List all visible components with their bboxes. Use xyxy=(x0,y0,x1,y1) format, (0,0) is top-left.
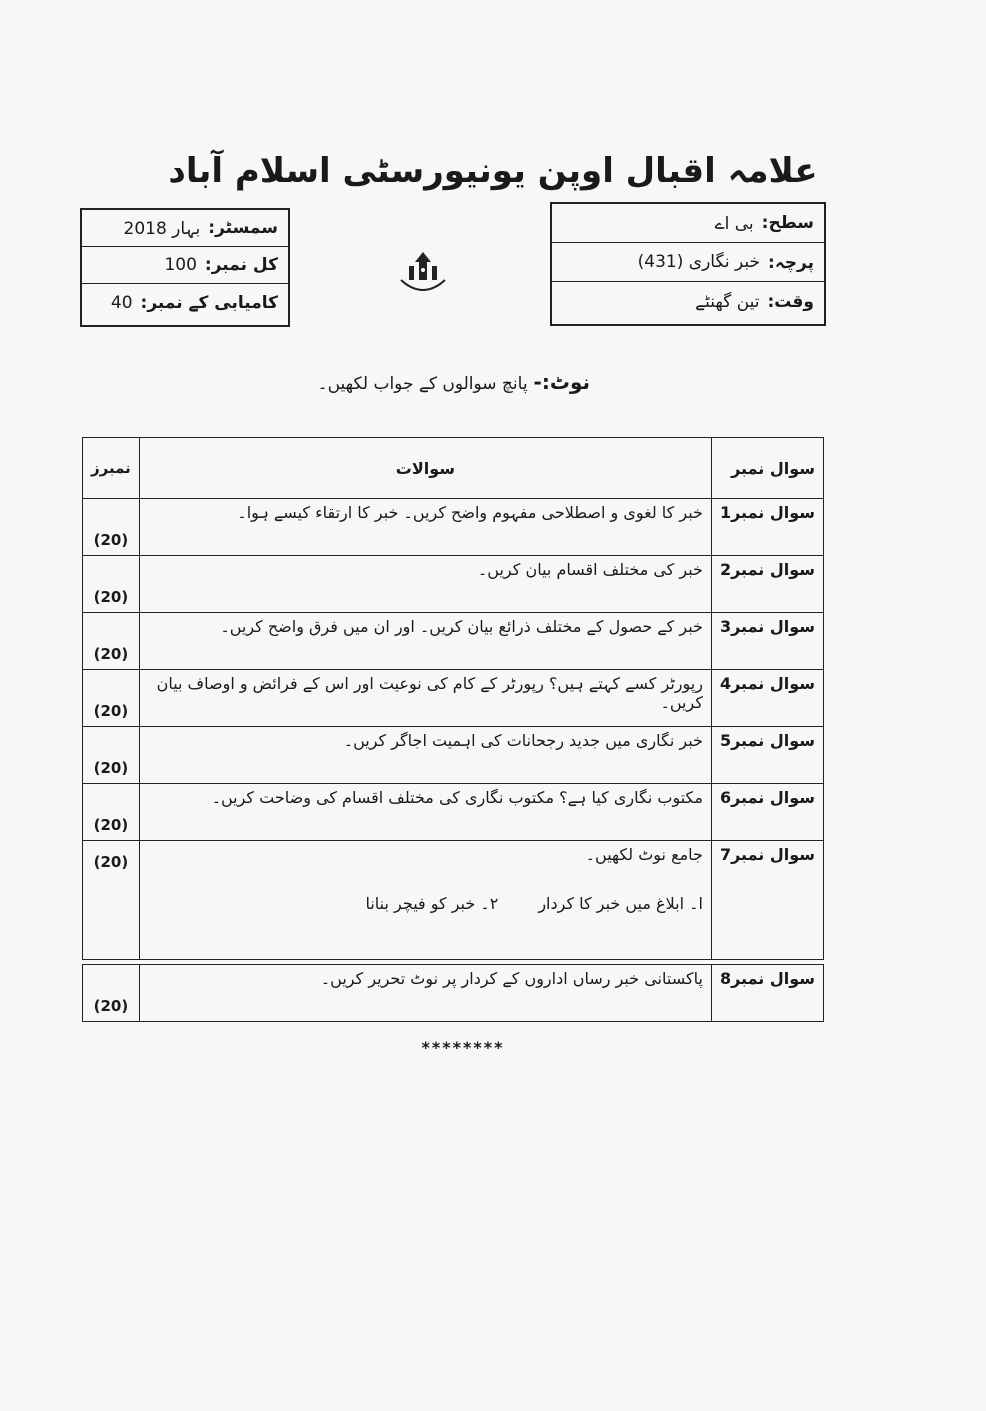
question-number: سوال نمبر4 xyxy=(711,670,823,727)
subitem: ا۔ ابلاغ میں خبر کا کردار xyxy=(538,894,703,913)
subitems xyxy=(148,894,703,913)
level-label: سطح: xyxy=(761,213,814,233)
question-number: سوال نمبر2 xyxy=(711,556,823,613)
semester-label: سمسٹر: xyxy=(208,218,278,238)
question-number: سوال نمبر7 xyxy=(711,841,823,960)
paper-row xyxy=(552,243,824,282)
header-question-number: سوال نمبر xyxy=(711,438,823,499)
note-label: نوٹ:- xyxy=(533,370,590,394)
table-row xyxy=(83,499,824,556)
question-text: مکتوب نگاری کیا ہے؟ مکتوب نگاری کی مختلف اقسام کی وضاحت کریں۔ xyxy=(139,784,711,841)
question-number: سوال نمبر5 xyxy=(711,727,823,784)
paper-label: پرچہ: xyxy=(768,252,814,273)
question-number: سوال نمبر3 xyxy=(711,613,823,670)
table-row xyxy=(83,613,824,670)
end-marker: ******** xyxy=(421,1038,505,1057)
level-row xyxy=(552,204,824,243)
table-row xyxy=(83,784,824,841)
question-text: خبر کی مختلف اقسام بیان کریں۔ xyxy=(139,556,711,613)
time-label: وقت: xyxy=(767,291,814,312)
total-marks-value: 100 xyxy=(164,255,197,275)
university-crest-icon xyxy=(397,250,449,298)
pass-marks-value: 40 xyxy=(110,292,133,313)
questions-table xyxy=(82,437,824,1022)
question-marks: (20) xyxy=(83,499,140,556)
question-text: رپورٹر کسے کہتے ہیں؟ رپورٹر کے کام کی نوعیت اور اس کے فرائض و اوصاف بیان کریں۔ xyxy=(139,670,711,727)
table-header-row xyxy=(83,438,824,499)
total-marks-row xyxy=(82,247,288,284)
semester-row xyxy=(82,210,288,247)
table-row xyxy=(83,965,824,1022)
question-number: سوال نمبر1 xyxy=(711,499,823,556)
pass-marks-row xyxy=(82,284,288,321)
total-marks-label: کل نمبر: xyxy=(204,255,278,275)
question-text: پاکستانی خبر رساں اداروں کے کردار پر نوٹ تحریر کریں۔ xyxy=(139,965,711,1022)
question-marks: (20) xyxy=(83,556,140,613)
question-text: جامع نوٹ لکھیں۔ xyxy=(585,845,703,864)
semester-info-box xyxy=(80,208,290,327)
table-row xyxy=(83,727,824,784)
paper-value: خبر نگاری (431) xyxy=(637,252,761,272)
university-title: علامہ اقبال اوپن یونیورسٹی اسلام آباد xyxy=(168,151,818,191)
time-row xyxy=(552,282,824,321)
question-number: سوال نمبر8 xyxy=(711,965,823,1022)
note-text: پانچ سوالوں کے جواب لکھیں۔ xyxy=(317,374,528,394)
table-row xyxy=(83,670,824,727)
subitem: ۲۔ خبر کو فیچر بنانا xyxy=(365,894,499,913)
question-text: خبر کا لغوی و اصطلاحی مفہوم واضح کریں۔ خبر کا ارتقاء کیسے ہوا۔ xyxy=(139,499,711,556)
pass-marks-label: کامیابی کے نمبر: xyxy=(140,293,278,313)
question-marks: (20) xyxy=(83,613,140,670)
level-value: بی اے xyxy=(714,213,754,234)
question-text: خبر کے حصول کے مختلف ذرائع بیان کریں۔ اور ان میں فرق واضح کریں۔ xyxy=(139,613,711,670)
table-row xyxy=(83,556,824,613)
question-number: سوال نمبر6 xyxy=(711,784,823,841)
semester-value: بہار 2018 xyxy=(123,218,201,239)
question-text-with-subitems xyxy=(139,841,711,960)
question-marks: (20) xyxy=(83,965,140,1022)
question-marks: (20) xyxy=(83,727,140,784)
time-value: تین گھنٹے xyxy=(695,292,760,312)
header-marks: نمبرز xyxy=(83,438,140,499)
header-questions: سوالات xyxy=(139,438,711,499)
question-text: خبر نگاری میں جدید رجحانات کی اہمیت اجاگر کریں۔ xyxy=(139,727,711,784)
instructions-note xyxy=(300,370,590,394)
question-marks: (20) xyxy=(83,841,140,960)
question-marks: (20) xyxy=(83,784,140,841)
table-row xyxy=(83,841,824,960)
question-marks: (20) xyxy=(83,670,140,727)
course-info-box xyxy=(550,202,826,326)
